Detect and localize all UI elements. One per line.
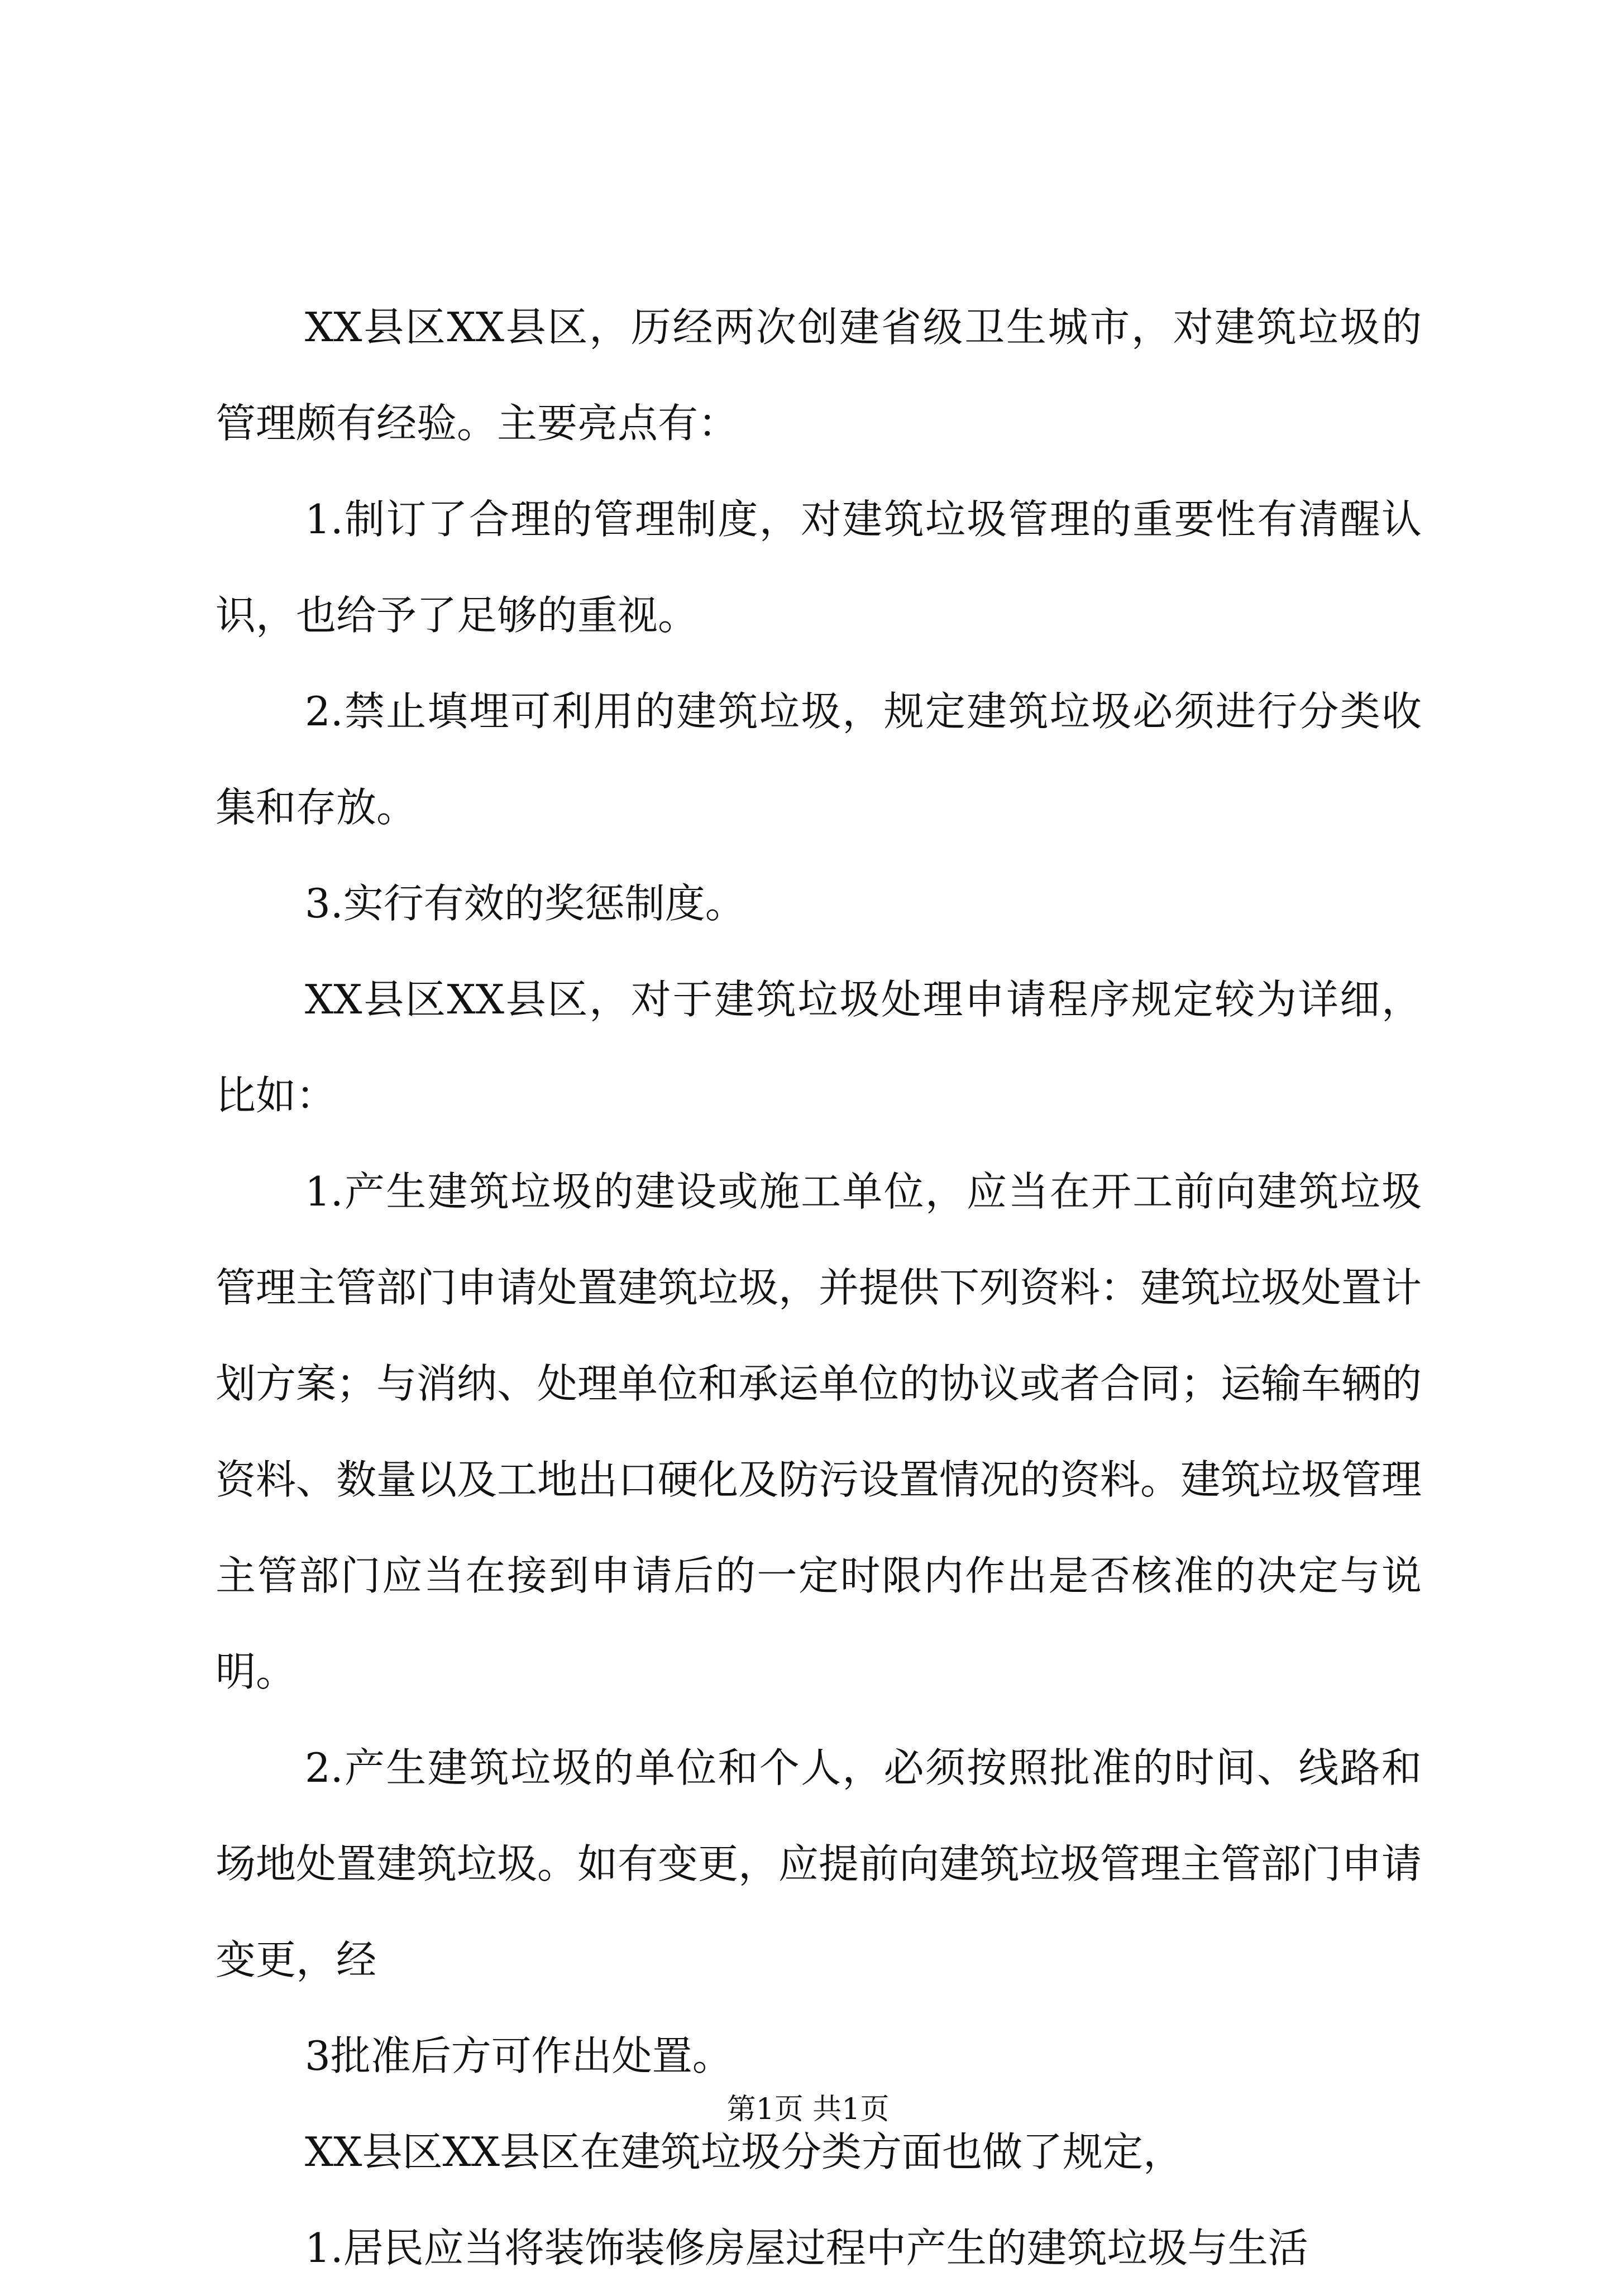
paragraph-2: 1.制订了合理的管理制度，对建筑垃圾管理的重要性有清醒认识，也给予了足够的重视。 (216, 496, 1422, 639)
paragraph-1: XX县区XX县区，历经两次创建省级卫生城市，对建筑垃圾的管理颇有经验。主要亮点有： (216, 304, 1422, 447)
paragraph-10: 1.居民应当将装饰装修房屋过程中产生的建筑垃圾与生活 (305, 2225, 1308, 2271)
paragraph-7: 2.产生建筑垃圾的单位和个人，必须按照批准的时间、线路和场地处置建筑垃圾。如有变更，应提前向建筑垃圾管理主管部门申请变更，经 (216, 1744, 1422, 1983)
page-footer: 第1页 共1页 (726, 2093, 890, 2126)
paragraph-8: 3批准后方可作出处置。 (305, 2032, 733, 2079)
paragraph-9: XX县区XX县区在建筑垃圾分类方面也做了规定， (305, 2128, 1184, 2175)
paragraph-5: XX县区XX县区，对于建筑垃圾处理申请程序规定较为详细，比如： (216, 976, 1422, 1119)
paragraph-3: 2.禁止填埋可利用的建筑垃圾，规定建筑垃圾必须进行分类收集和存放。 (216, 688, 1422, 831)
paragraph-4: 3.实行有效的奖惩制度。 (305, 880, 745, 927)
paragraph-6: 1.产生建筑垃圾的建设或施工单位，应当在开工前向建筑垃圾管理主管部门申请处置建筑垃圾，并提供下列资料：建筑垃圾处置计划方案；与消纳、处理单位和承运单位的协议或者合同；运输车辆的资料、数量以及工地出口硬化及防污设置情况的资料。建筑垃圾管理主管部门应当在接到申请后的一定时限内作出是否核准的决定与说明。 (216, 1168, 1422, 1695)
document-body (216, 279, 1422, 2296)
